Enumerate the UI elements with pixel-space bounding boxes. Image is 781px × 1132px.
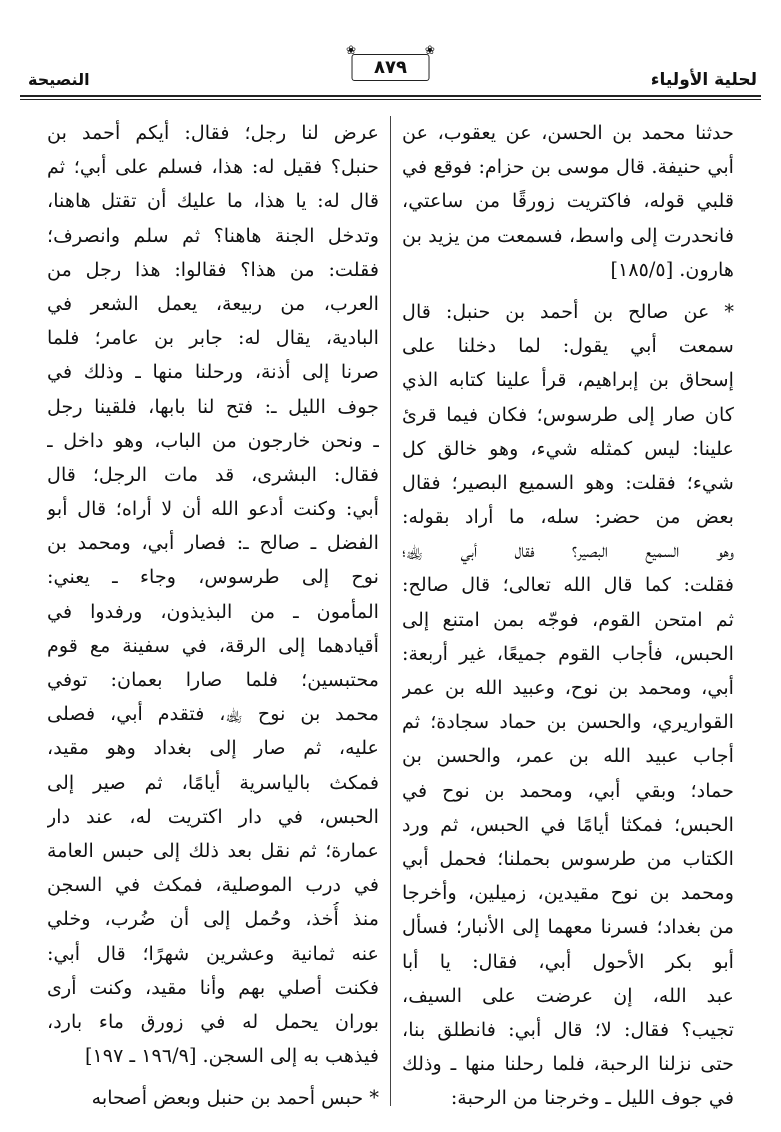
paragraph-gap	[402, 287, 734, 295]
text-line: أجاب عبيد الله بن عمر، والحسن بن	[402, 744, 734, 768]
text-line: أبو بكر الأحول أبي، فقال: يا أبا	[402, 949, 734, 973]
text-line: حماد؛ وبقي أبي، ومحمد بن نوح في	[402, 778, 734, 802]
paragraph-gap	[47, 1073, 379, 1081]
text-line: وهو السميع البصير؟ فقال أبي ﵀؛	[402, 539, 734, 563]
header-rule-thin	[20, 99, 761, 100]
text-line: ومحمد بن نوح مقيدين، زميلين، وأخرجا	[402, 881, 734, 905]
text-line: حنبل؟ فقيل له: هذا، فسلم على أبي؛ ثم	[47, 155, 379, 179]
text-line: إسحاق بن إبراهيم، قرأ علينا كتابه الذي	[402, 368, 734, 392]
right-column	[402, 116, 734, 1115]
text-line: أبي: وكنت أدعو الله أن لا أراه؛ قال أبو	[47, 497, 379, 521]
page-header	[20, 43, 761, 94]
text-line: صرنا إلى أذنة، ورحلنا منها ـ وذلك في	[47, 360, 379, 384]
text-line: حتى نزلنا الرحبة، فلما رحلنا منها ـ وذلك	[402, 1052, 734, 1076]
page-number: ٨٧٩	[374, 57, 407, 78]
text-line: الحبس، فأجاب القوم جميعًا، غير أربعة:	[402, 641, 734, 665]
text-line: المأمون ـ من البذيذون، ورفدوا في	[47, 599, 379, 623]
text-line: البادية، يقال له: جابر بن عامر؛ فلما	[47, 326, 379, 350]
text-line: عليه، ثم صار إلى بغداد وهو مقيد،	[47, 736, 379, 760]
text-line: أبي حنيفة. قال موسى بن حزام: فوقع في	[402, 155, 734, 179]
text-line: حدثنا محمد بن الحسن، عن يعقوب، عن	[402, 121, 734, 144]
text-line: من بغداد؛ فسرنا معهما إلى الأنبار؛ فسأل	[402, 915, 734, 939]
text-line: قال له: يا هذا، ما عليك أن تقتل هاهنا،	[47, 189, 379, 213]
book-title: لحلية الأولياء	[650, 70, 757, 90]
text-line: العرب، من ربيعة، يعمل الشعر في	[47, 291, 379, 315]
text-line: فكنت أصلي بهم وأنا مقيد، وكنت أرى	[47, 975, 379, 999]
text-line: عبد الله، إن عرضت على السيف،	[402, 983, 734, 1007]
text-line: فقلت: كما قال الله تعالى؛ قال صالح:	[402, 573, 734, 597]
text-line: منذ أُخذ، وحُمل إلى أن ضُرب، وخلي	[47, 907, 379, 931]
text-line: عنه ثمانية وعشرين شهرًا؛ قال أبي:	[47, 941, 379, 965]
text-line: ـ ونحن خارجون من الباب، وهو داخل ـ	[47, 428, 379, 452]
text-line: أبي، ومحمد بن نوح، وعبيد الله بن عمر	[402, 676, 734, 699]
text-line: بعض من حضر: سله، ما أراد بقوله:	[402, 505, 734, 529]
text-line: * عن صالح بن أحمد بن حنبل: قال	[402, 299, 734, 323]
text-line: الحبس، في دار اكتريت له، عند دار	[47, 804, 379, 828]
text-line: تجيب؟ فقال: لا؛ قال أبي: فانطلق بنا،	[402, 1017, 734, 1041]
text-line: وتدخل الجنة هاهنا؟ ثم سلم وانصرف؛	[47, 223, 379, 247]
ornament-icon: ❀	[424, 43, 435, 57]
text-line: الحبس؛ فمكثا أيامًا في الحبس، ثم ورد	[402, 812, 734, 836]
text-line: ثم امتحن القوم، فوجّه بمن امتنع إلى	[402, 607, 734, 631]
text-line: سمعت أبي يقول: لما دخلنا على	[402, 334, 734, 358]
text-line: قلبي قوله، فاكتريت زورقًا من ساعتي،	[402, 189, 734, 213]
text-line: هارون. [١٨٥/٥]	[610, 257, 734, 281]
text-line: محتبسين؛ فلما صارا بعمان: توفي	[47, 668, 379, 691]
page-number-box	[346, 43, 435, 81]
text-line: فمكث بالياسرية أيامًا، ثم صير إلى	[47, 770, 379, 794]
column-divider	[390, 116, 391, 1106]
text-line: في جوف الليل ـ وخرجنا من الرحبة:	[450, 1086, 734, 1110]
text-line: محمد بن نوح ﵀، فتقدم أبي، فصلى	[47, 702, 379, 726]
text-line: كان صار إلى طرسوس؛ فكان فيما قرئ	[402, 402, 734, 426]
header-rule	[20, 95, 761, 97]
text-line: فيذهب به إلى السجن. [١٩٦/٩ ـ ١٩٧]	[84, 1044, 379, 1068]
left-column	[47, 116, 379, 1115]
text-line: الفضل ـ صالح ـ: فصار أبي، ومحمد بن	[47, 531, 379, 555]
text-line: في درب الموصلية، فمكث في السجن	[47, 873, 379, 897]
text-line: فقلت: من هذا؟ فقالوا: هذا رجل من	[47, 257, 379, 281]
text-line: أقيادهما إلى الرقة، في سفينة مع قوم	[47, 633, 379, 657]
text-line: * حبس أحمد بن حنبل وبعض أصحابه	[91, 1086, 379, 1110]
text-line: بوران يحمل له في زورق ماء بارد،	[47, 1009, 379, 1033]
text-line: فانحدرت إلى واسط، فسمعت من يزيد بن	[402, 223, 734, 247]
section-title: النصيحة	[28, 70, 90, 89]
text-line: عرض لنا رجل؛ فقال: أيكم أحمد بن	[47, 121, 379, 144]
text-line: الكتاب من طرسوس بحملنا؛ فحمل أبي	[402, 846, 734, 870]
ornament-icon: ❀	[346, 43, 357, 57]
text-line: جوف الليل ـ: فتح لنا بابها، فلقينا رجل	[47, 394, 379, 418]
text-line: شيء؛ فقلت: وهو السميع البصير؛ فقال	[402, 470, 734, 494]
text-line: القواريري، والحسن بن حماد سجادة؛ ثم	[402, 710, 734, 734]
text-line: نوح إلى طرسوس، وجاء ـ يعني:	[47, 565, 379, 589]
text-line: علينا: ليس كمثله شيء، وهو خالق كل	[402, 436, 734, 460]
text-line: فقال: البشرى، قد مات الرجل؛ قال	[47, 462, 379, 486]
text-line: عمارة؛ ثم نقل بعد ذلك إلى حبس العامة	[47, 838, 379, 862]
